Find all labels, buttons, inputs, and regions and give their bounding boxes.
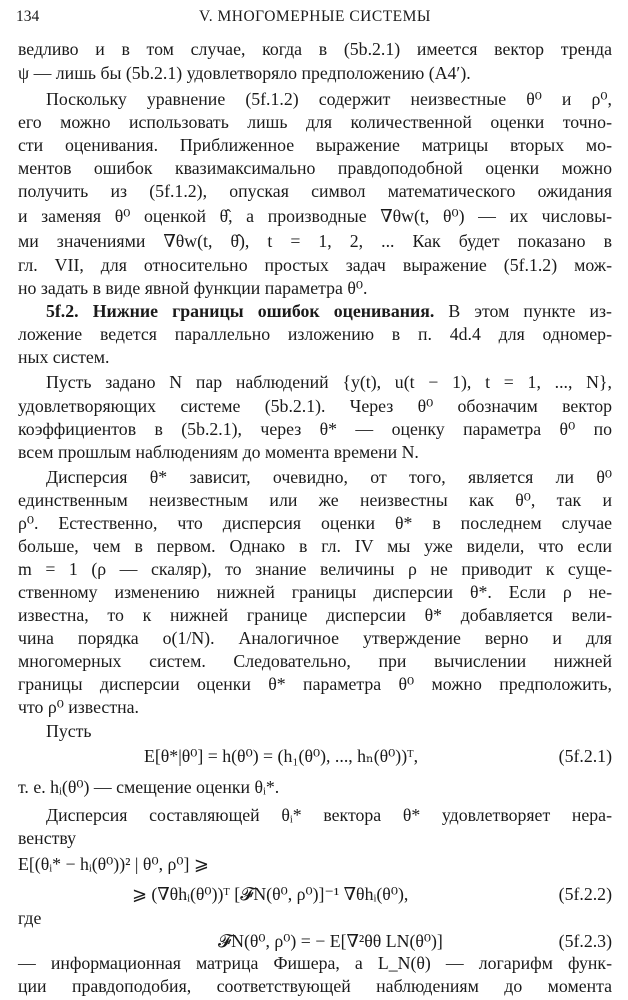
text-line: гл. VII, для относительно простых задач выражение (5f.1.2) мож- <box>18 255 612 275</box>
text-line: Дисперсия составляющей θᵢ* вектора θ* удовлетворяет нера- <box>46 805 612 825</box>
text-line: единственным неизвестным или же неизвестны как θ⁰, так и <box>18 490 612 510</box>
text-line: — информационная матрица Фишера, а L_N(θ) — логарифм функ- <box>18 953 612 973</box>
equation-number: (5f.2.2) <box>558 884 612 904</box>
text-line: границы дисперсии оценки θ* параметра θ⁰ можно предположить, <box>18 674 612 694</box>
equation-5f-2-2-line-1 <box>18 853 612 875</box>
text-line: и заменяя θ⁰ оценкой θ̂, а производные ∇θw(t, θ⁰) — их числовы- <box>18 206 612 226</box>
equation-number: (5f.2.1) <box>558 746 612 766</box>
text-line: удовлетворяющих системе (5b.2.1). Через θ⁰ обозначим вектор <box>18 396 612 416</box>
section-heading: 5f.2. Нижние границы ошибок оценивания. <box>46 301 435 321</box>
text-line: чина порядка o(1/N). Аналогичное утверждение верно и для <box>18 628 612 648</box>
section-heading-line: 5f.2. Нижние границы ошибок оценивания. В этом пункте из- <box>46 301 612 321</box>
text-line: получить из (5f.1.2), опуская символ математического ожидания <box>18 181 612 201</box>
equation-body: E[θ*|θ⁰] = h(θ⁰) = (h₁(θ⁰), ..., hₙ(θ⁰))ᵀ, <box>144 746 419 766</box>
equation-body: ⩾ (∇θhᵢ(θ⁰))ᵀ [𝓕N(θ⁰, ρ⁰)]⁻¹ ∇θhᵢ(θ⁰), <box>132 884 409 904</box>
text-line: всем прошлым наблюдениям до момента времени N. <box>18 442 419 462</box>
equation-5f-2-3 <box>18 930 612 952</box>
text-line: многомерных систем. Следовательно, при вычислении нижней <box>18 651 612 671</box>
text-line: коэффициентов в (5b.2.1), через θ* — оценку параметра θ⁰ по <box>18 419 612 439</box>
text-line: больше, чем в первом. Однако в гл. IV мы уже видели, что если <box>18 536 612 556</box>
text-line: его можно использовать лишь для количественной оценки точно- <box>18 112 612 132</box>
text-line: ведливо и в том случае, когда в (5b.2.1) имеется вектор тренда <box>18 39 612 59</box>
text-line: m = 1 (ρ — скаляр), то знание величины ρ не приводит к суще- <box>18 559 612 579</box>
equation-5f-2-2-line-2 <box>18 883 612 905</box>
text-line: известна, то к нижней границе дисперсии θ* добавляется вели- <box>18 605 612 625</box>
text-line: Пусть <box>46 721 92 741</box>
text-line: ции правдоподобия, соответствующей наблюдениям до момента <box>18 976 612 996</box>
text-line: Поскольку уравнение (5f.1.2) содержит неизвестные θ⁰ и ρ⁰, <box>46 89 612 109</box>
text-line: ственному изменению нижней границы дисперсии θ*. Если ρ не- <box>18 582 612 602</box>
text-line: Пусть задано N пар наблюдений {y(t), u(t − 1), t = 1, ..., N}, <box>46 372 612 392</box>
text-line: ми значениями ∇θw(t, θ̂), t = 1, 2, ... Как будет показано в <box>18 231 612 251</box>
text-line: но задать в виде явной функции параметра θ⁰. <box>18 278 368 298</box>
running-title: V. МНОГОМЕРНЫЕ СИСТЕМЫ <box>199 8 431 25</box>
text-line: ложение ведется параллельно изложению в п. 4d.4 для одномер- <box>18 324 612 344</box>
page-number: 134 <box>16 8 40 25</box>
text-line: что ρ⁰ известна. <box>18 697 139 717</box>
text-line: венству <box>18 828 77 848</box>
equation-5f-2-1 <box>18 745 612 767</box>
text-line: Дисперсия θ* зависит, очевидно, от того, является ли θ⁰ <box>46 467 612 487</box>
running-head <box>16 8 614 32</box>
text-line: т. е. hᵢ(θ⁰) — смещение оценки θᵢ*. <box>18 777 280 797</box>
equation-body: E[(θᵢ* − hᵢ(θ⁰))² | θ⁰, ρ⁰] ⩾ <box>18 854 209 874</box>
equation-number: (5f.2.3) <box>558 931 612 951</box>
text-line: ρ⁰. Естественно, что дисперсия оценки θ* в последнем случае <box>18 513 612 533</box>
equation-body: 𝓕N(θ⁰, ρ⁰) = − E[∇²θθ LN(θ⁰)] <box>218 931 443 951</box>
text-line: ных систем. <box>18 347 110 367</box>
text-line: где <box>18 908 42 928</box>
text-line: ψ — лишь бы (5b.2.1) удовлетворяло предположению (A4′). <box>18 63 471 83</box>
text-line: сти оценивания. Приближенное выражение матрицы вторых мо- <box>18 135 612 155</box>
text-line: ментов ошибок квазимаксимально правдоподобной оценки можно <box>18 158 612 178</box>
